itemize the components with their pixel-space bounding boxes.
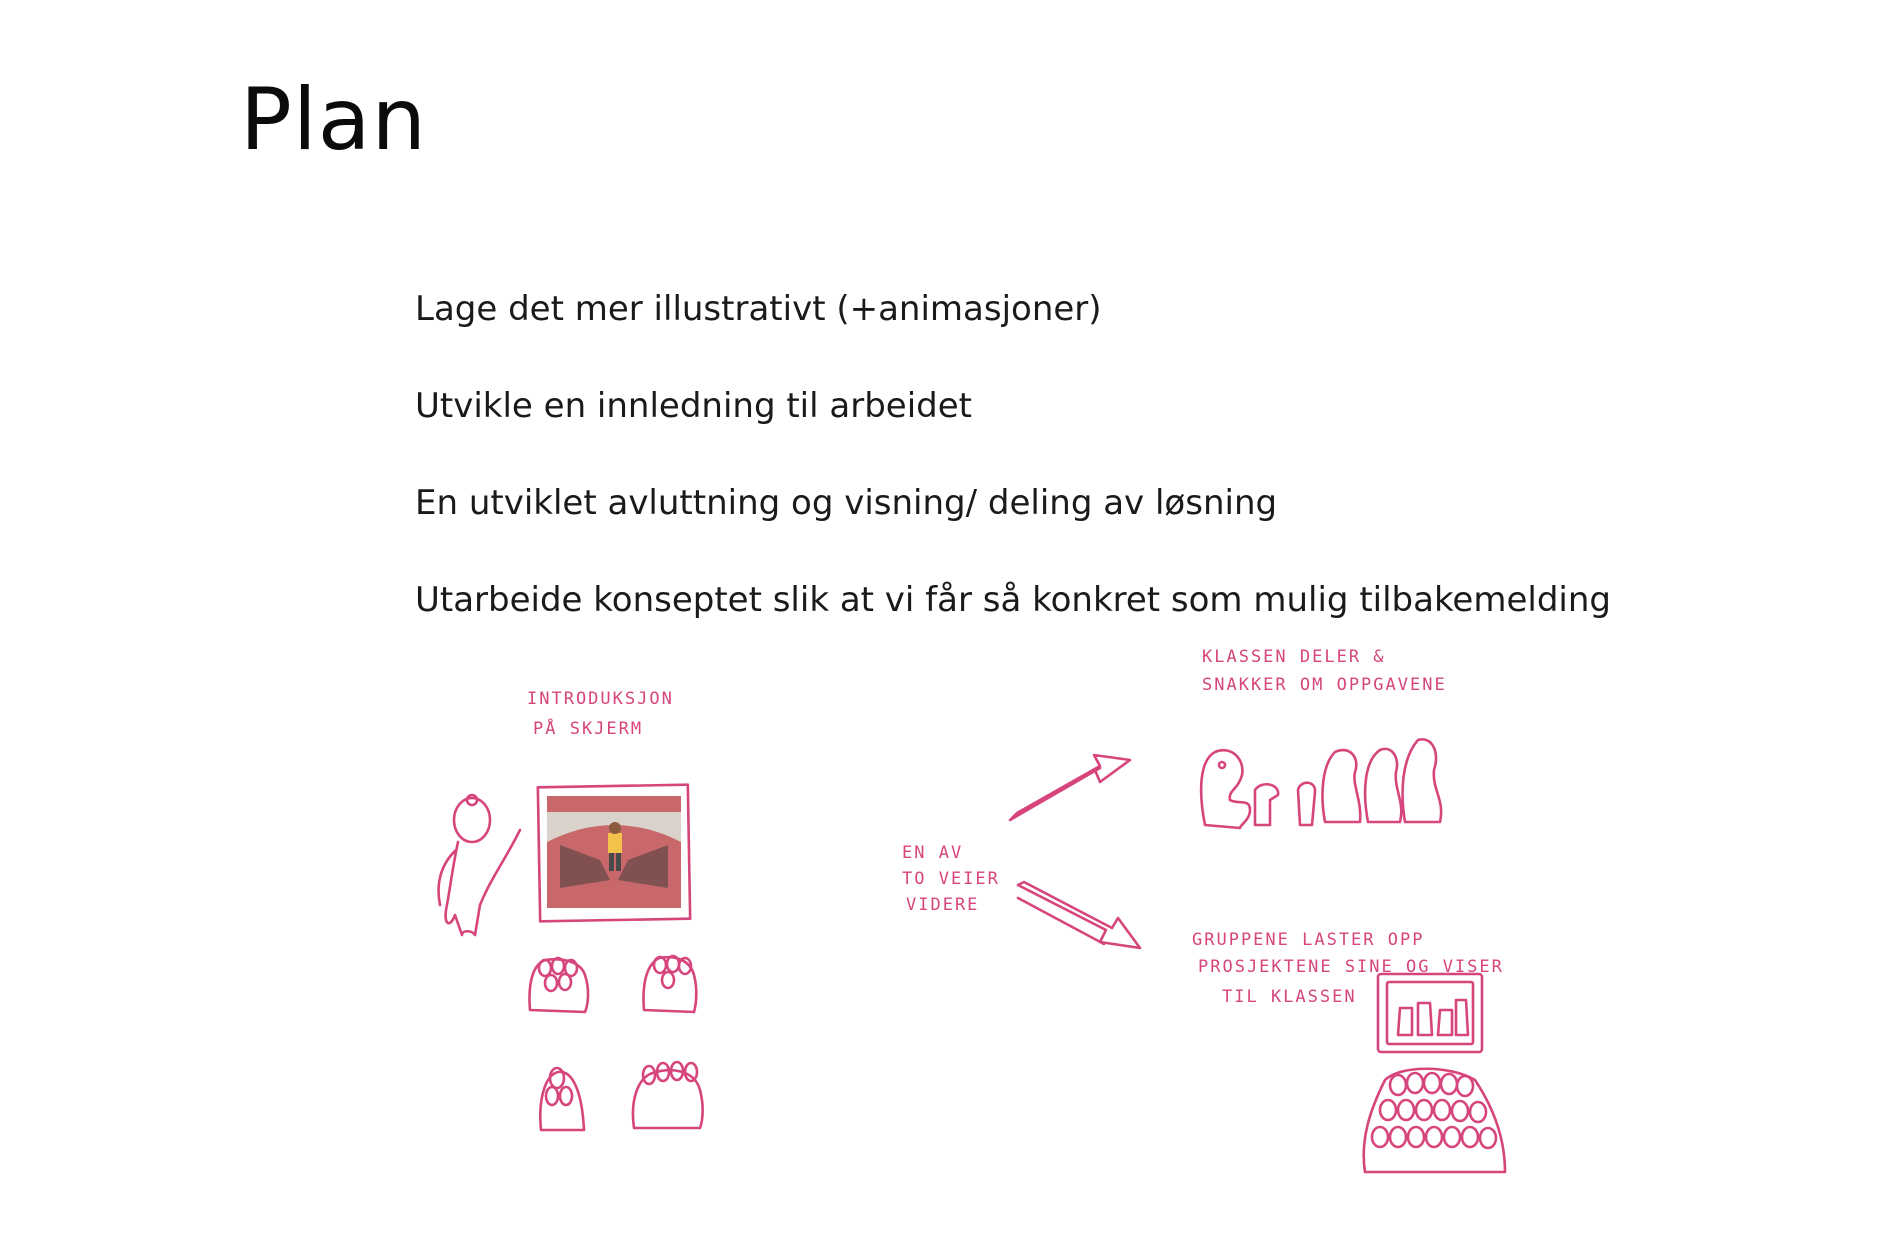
- intro-label-line1: INTRODUKSJON: [527, 689, 674, 709]
- student-group-icon: [633, 1062, 703, 1128]
- student-group-icon: [530, 958, 589, 1012]
- branch-label-line2: TO VEIER: [902, 869, 1000, 889]
- branch-label-line3: VIDERE: [906, 895, 980, 915]
- arrow-up-right-icon: [1010, 755, 1130, 820]
- teacher-figure-icon: [439, 795, 520, 935]
- top-label-line1: KLASSEN DELER &: [1202, 647, 1386, 667]
- top-label-line2: SNAKKER OM OPPGAVENE: [1202, 675, 1447, 695]
- arrow-down-right-icon: [1018, 882, 1140, 948]
- slide-title: Plan: [240, 70, 427, 170]
- plan-item: Utvikle en innledning til arbeidet: [415, 386, 972, 426]
- bottom-label-line3: TIL KLASSEN: [1222, 987, 1357, 1007]
- screen-icon: [538, 785, 690, 922]
- plan-item: Lage det mer illustrativt (+animasjoner): [415, 289, 1102, 329]
- bottom-label-line1: GRUPPENE LASTER OPP: [1192, 930, 1425, 950]
- plan-item: Utarbeide konseptet slik at vi får så konkret som mulig tilbakemelding: [415, 580, 1611, 620]
- intro-label-line2: PÅ SKJERM: [533, 719, 644, 739]
- student-group-icon: [644, 956, 697, 1012]
- branch-label-line1: EN AV: [902, 843, 964, 863]
- presentation-screen-icon: [1378, 974, 1482, 1052]
- student-group-icon: [540, 1068, 584, 1130]
- audience-icon: [1364, 1069, 1505, 1172]
- bottom-label-line2: PROSJEKTENE SINE OG VISER: [1198, 957, 1504, 977]
- class-discussing-icon: [1201, 739, 1441, 828]
- plan-item: En utviklet avluttning og visning/ deling av løsning: [415, 483, 1278, 523]
